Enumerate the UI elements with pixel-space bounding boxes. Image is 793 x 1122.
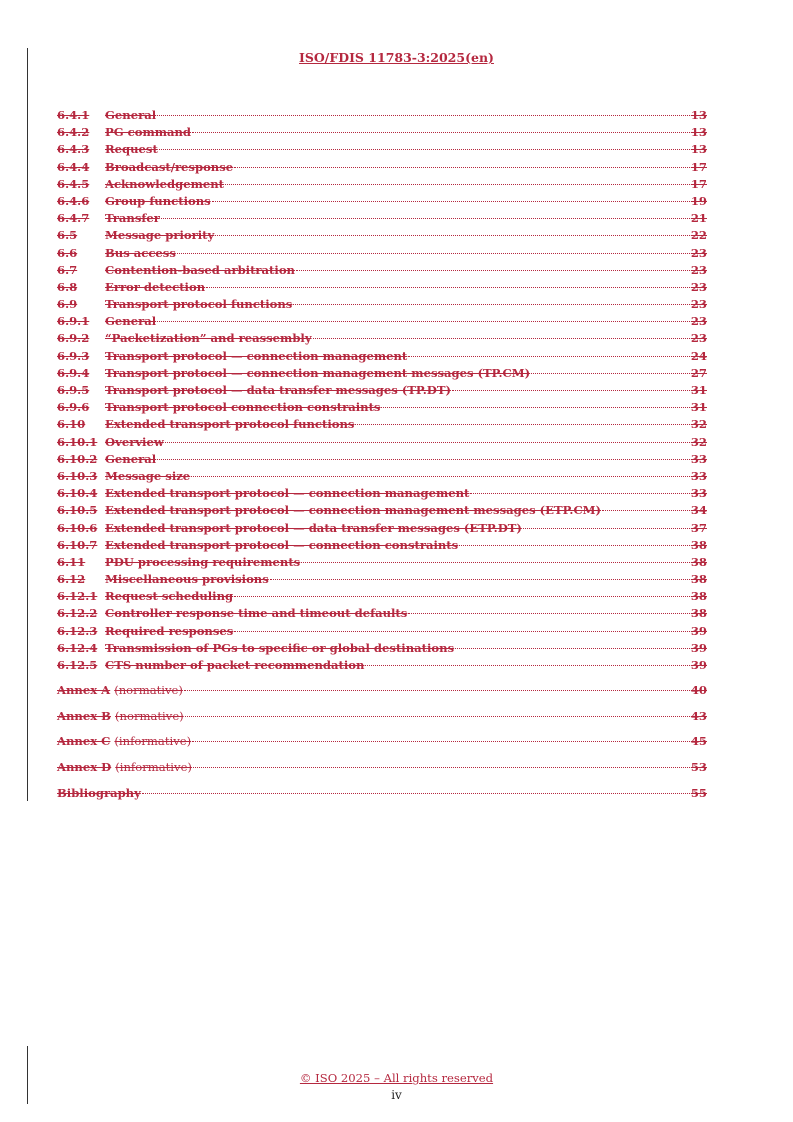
toc-entry-number: 6.11 [57,554,86,569]
toc-entry-number: 6.4.4 [57,159,90,174]
toc-entry-page: 39 [690,658,707,672]
toc-dot-leader [185,715,690,717]
toc-entry-title: Extended transport protocol — connection management messages (ETP.CM) [105,503,602,518]
toc-entry-page: 32 [690,417,707,432]
toc-entry[interactable] [57,451,707,468]
toc-bibliography-entry[interactable] [57,781,707,807]
toc-entry-page: 13 [690,142,707,157]
toc-entry[interactable] [57,571,707,588]
toc-dot-leader [193,766,690,768]
toc-entry-number: 6.9.3 [57,348,90,363]
toc-entry-number: 6.10.3 [57,468,98,483]
toc-entry-page: 38 [690,537,707,552]
toc-annex-entry[interactable] [57,704,707,730]
toc-dot-leader [452,389,690,391]
toc-entry[interactable] [57,520,707,537]
toc-dot-leader [177,252,690,254]
toc-dot-leader [270,578,690,580]
toc-entry[interactable] [57,382,707,399]
toc-entry-page: 33 [690,468,707,483]
toc-annex-title: Bibliography [57,785,141,800]
toc-entry-page: 24 [690,348,707,363]
toc-entry-page: 55 [690,785,707,800]
toc-entry-number: 6.10.2 [57,451,98,466]
toc-annex-entry[interactable] [57,678,707,704]
toc-dot-leader [206,286,690,288]
toc-entry-title: PG command [105,125,192,140]
document-header: ISO/FDIS 11783-3:2025(en) [299,50,494,65]
toc-entry-number: 6.12.2 [57,606,98,621]
toc-entry-page: 38 [690,554,707,569]
toc-entry-title: Bus access [105,245,176,260]
toc-entry[interactable] [57,623,707,640]
toc-entry-page: 38 [690,572,707,587]
toc-entry-number: 6.9.2 [57,331,90,346]
toc-annex-title: Annex A [57,683,111,698]
toc-entry-page: 38 [690,589,707,604]
toc-entry-title: Extended transport protocol — connection management [105,486,470,501]
toc-dot-leader [157,320,690,322]
toc-entry-page: 23 [690,297,707,312]
toc-dot-leader [381,406,689,408]
toc-entry-title: Group functions [105,193,211,208]
toc-entry-title: Transfer [105,211,160,226]
toc-dot-leader [296,269,690,271]
toc-entry-title: Transport protocol — connection management messages (TP.CM) [105,365,531,380]
toc-entry-title: Transmission of PGs to specific or global destinations [105,640,455,655]
toc-dot-leader [459,544,690,546]
toc-dot-leader [157,114,690,116]
toc-entry-title: Acknowledgement [105,176,225,191]
toc-entry[interactable] [57,124,707,141]
toc-dot-leader [142,792,690,794]
toc-entry-number: 6.10 [57,417,86,432]
toc-entry[interactable] [57,193,707,210]
toc-entry-page: 39 [690,640,707,655]
toc-dot-leader [523,527,690,529]
toc-entry-page: 23 [690,279,707,294]
toc-entry-page: 27 [690,365,707,380]
toc-entry-title: Request [105,142,158,157]
toc-entry[interactable] [57,141,707,158]
toc-entry-title: Extended transport protocol — connection constraints [105,537,459,552]
toc-entry-number: 6.4.6 [57,193,90,208]
toc-dot-leader [602,509,690,511]
toc-entry[interactable] [57,399,707,416]
toc-dot-leader [531,372,690,374]
toc-entry[interactable] [57,537,707,554]
toc-entry-page: 31 [690,400,707,415]
toc-dot-leader [313,337,690,339]
toc-entry-page: 33 [690,486,707,501]
toc-entry-title: Controller response time and timeout defaults [105,606,408,621]
toc-entry[interactable] [57,348,707,365]
toc-entry-page: 23 [690,262,707,277]
toc-entry[interactable] [57,296,707,313]
toc-entry-page: 45 [690,734,707,749]
toc-entry-title: CTS number of packet recommendation [105,658,365,672]
toc-entry[interactable] [57,416,707,433]
toc-entry[interactable] [57,657,707,674]
toc-dot-leader [161,217,690,219]
toc-entry-title: PDU processing requirements [105,554,301,569]
toc-entry[interactable] [57,330,707,347]
toc-entry-page: 19 [690,193,707,208]
toc-entry-number: 6.12.5 [57,658,98,672]
toc-entry-title: Required responses [105,623,234,638]
toc-entry-page: 23 [690,331,707,346]
toc-dot-leader [365,664,689,666]
toc-entry-title: Transport protocol functions [105,297,293,312]
toc-entry-number: 6.10.7 [57,537,98,552]
toc-entry-title: Transport protocol connection constraints [105,400,381,415]
toc-dot-leader [293,303,690,305]
toc-entry-number: 6.6 [57,245,78,260]
toc-dot-leader [184,689,690,691]
toc-dot-leader [215,234,690,236]
toc-dot-leader [157,458,690,460]
toc-entry-title: Error detection [105,279,206,294]
left-margin-rule [27,48,28,801]
toc-entry-number: 6.7 [57,262,78,277]
toc-entry-title: General [105,314,157,329]
toc-dot-leader [159,148,690,150]
toc-dot-leader [408,355,690,357]
toc-entry-number: 6.9 [57,297,78,312]
toc-entry[interactable] [57,554,707,571]
toc-entry[interactable] [57,365,707,382]
toc-annex-kind: (informative) [115,759,192,774]
toc-dot-leader [165,441,690,443]
toc-entry-page: 17 [690,176,707,191]
toc-entry[interactable] [57,588,707,605]
toc-entry-title: Extended transport protocol functions [105,417,355,432]
toc-entry[interactable] [57,279,707,296]
toc-entry-title: General [105,451,157,466]
toc-entry[interactable] [57,245,707,262]
toc-entry-page: 17 [690,159,707,174]
toc-entry[interactable] [57,485,707,502]
toc-entry[interactable] [57,640,707,657]
toc-entry-page: 37 [690,520,707,535]
toc-entry-number: 6.4.5 [57,176,90,191]
toc-annex-title: Annex C [57,734,111,749]
toc-entry-page: 39 [690,623,707,638]
toc-entry-number: 6.8 [57,279,78,294]
toc-entry-number: 6.9.6 [57,400,90,415]
toc-entry-title: Request scheduling [105,589,234,604]
toc-entry[interactable] [57,313,707,330]
toc-entry-title: Message size [105,468,191,483]
toc-entry-title: Miscellaneous provisions [105,572,269,587]
toc-entry[interactable] [57,176,707,193]
toc-entry-page: 34 [690,503,707,518]
toc-dot-leader [470,492,689,494]
toc-entry-number: 6.9.4 [57,365,90,380]
toc-entry-number: 6.10.5 [57,503,98,518]
table-of-contents [57,107,707,806]
toc-dot-leader [234,595,690,597]
toc-entry[interactable] [57,468,707,485]
toc-entry-number: 6.12 [57,572,86,587]
toc-entry-number: 6.4.2 [57,125,90,140]
toc-dot-leader [234,166,690,168]
toc-entry[interactable] [57,434,707,451]
toc-entry[interactable] [57,605,707,622]
toc-dot-leader [192,131,690,133]
toc-dot-leader [408,612,690,614]
toc-entry-number: 6.10.4 [57,486,98,501]
toc-entry-title: Message priority [105,228,215,243]
toc-annex-title: Annex B [57,708,111,723]
toc-entry-number: 6.12.1 [57,589,98,604]
toc-entry[interactable] [57,159,707,176]
toc-entry[interactable] [57,227,707,244]
toc-entry-number: 6.12.3 [57,623,98,638]
toc-annex-kind: (informative) [114,734,192,749]
toc-entry-number: 6.10.1 [57,434,98,449]
toc-entry-number: 6.9.1 [57,314,90,329]
toc-entry-page: 23 [690,245,707,260]
toc-dot-leader [455,647,690,649]
toc-entry-number: 6.5 [57,228,78,243]
toc-annex-kind: (normative) [114,708,184,723]
toc-dot-leader [355,423,689,425]
toc-entry-title: Overview [105,434,164,449]
toc-entry-page: 21 [690,211,707,226]
toc-entry-page: 31 [690,383,707,397]
toc-entry-number: 6.4.3 [57,142,90,157]
toc-entry-title: General [105,108,157,122]
toc-entry-title: Transport protocol — data transfer messages (TP.DT) [105,383,451,397]
page-number: iv [391,1088,402,1102]
toc-entry-number: 6.4.1 [57,108,90,122]
toc-dot-leader [191,475,690,477]
toc-entry-page: 22 [690,228,707,243]
toc-dot-leader [192,740,690,742]
toc-annex-entry[interactable] [57,755,707,781]
toc-entry[interactable] [57,107,707,124]
toc-entry-title: Extended transport protocol — data transfer messages (ETP.DT) [105,520,522,535]
toc-entry-number: 6.9.5 [57,383,90,397]
toc-entry-page: 13 [690,125,707,140]
toc-dot-leader [234,630,690,632]
toc-entry-page: 38 [690,606,707,621]
toc-dot-leader [301,561,690,563]
toc-dot-leader [225,183,690,185]
toc-entry-page: 23 [690,314,707,329]
toc-entry-page: 13 [690,108,707,122]
toc-annex-kind: (normative) [114,683,183,698]
toc-entry[interactable] [57,502,707,519]
toc-entry-title: Transport protocol — connection management [105,348,408,363]
toc-entry-page: 33 [690,451,707,466]
copyright-notice: © ISO 2025 – All rights reserved [299,1071,494,1085]
toc-dot-leader [212,200,690,202]
toc-annex-entry[interactable] [57,729,707,755]
toc-annex-title: Annex D [57,759,112,774]
toc-entry-title: Contention-based arbitration [105,262,295,277]
toc-entry-number: 6.10.6 [57,520,98,535]
toc-entry-number: 6.12.4 [57,640,98,655]
toc-entry-page: 40 [690,683,707,698]
toc-entry-page: 43 [690,708,707,723]
toc-entry-title: “Packetization” and reassembly [105,331,312,346]
toc-entry-title: Broadcast/response [105,159,234,174]
toc-entry-number: 6.4.7 [57,211,90,226]
toc-entry-page: 53 [690,759,707,774]
toc-entry[interactable] [57,262,707,279]
toc-entry-page: 32 [690,434,707,449]
toc-entry[interactable] [57,210,707,227]
